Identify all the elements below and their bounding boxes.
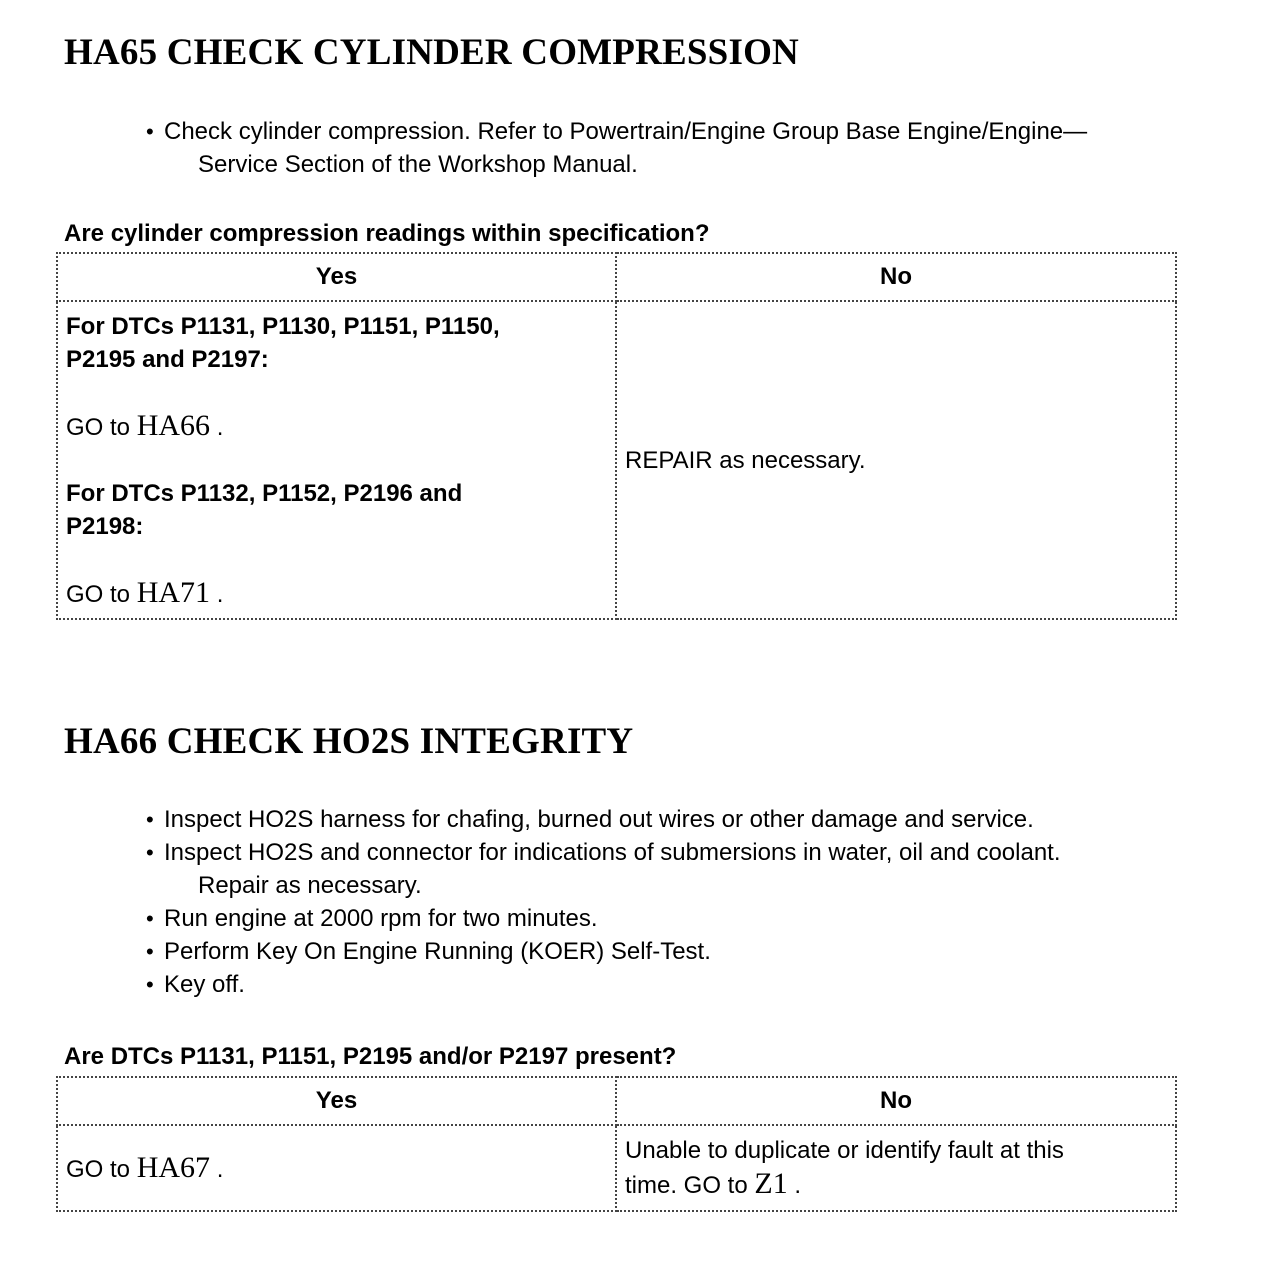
question-ha65: Are cylinder compression readings within specification? xyxy=(64,220,710,247)
no-cell: Unable to duplicate or identify fault at this time. GO to Z1 . xyxy=(616,1125,1176,1211)
yes-header: Yes xyxy=(57,1077,616,1125)
instruction-list-ha65 xyxy=(146,115,1087,181)
instruction-item: • Run engine at 2000 rpm for two minutes. xyxy=(146,902,1061,935)
instruction-item: • Check cylinder compression. Refer to Powertrain/Engine Group Base Engine/Engine— Service Section of the Workshop Manual. xyxy=(146,115,1087,181)
no-cell: REPAIR as necessary. xyxy=(616,301,1176,619)
goto-link-ha66[interactable]: HA66 xyxy=(136,408,211,442)
goto-link-ha67[interactable]: HA67 xyxy=(136,1150,211,1184)
yes-cell xyxy=(57,1125,616,1211)
bullet-icon: • xyxy=(146,939,154,964)
table-header-row xyxy=(57,1077,1176,1125)
instruction-item: • Key off. xyxy=(146,968,1061,1001)
goto-line: GO to HA66 . xyxy=(66,408,224,442)
bullet-icon: • xyxy=(146,807,154,832)
instruction-list-ha66 xyxy=(146,803,1061,1001)
goto-link-ha71[interactable]: HA71 xyxy=(136,575,211,609)
answer-table-ha65 xyxy=(56,252,1177,620)
table-row xyxy=(57,301,1176,619)
answer-table-ha66 xyxy=(56,1076,1177,1212)
bullet-icon: • xyxy=(146,119,154,144)
goto-line: GO to HA67 . xyxy=(66,1150,224,1184)
no-header: No xyxy=(616,253,1176,301)
instruction-item: • Inspect HO2S and connector for indications of submersions in water, oil and coolant. Repair as necessary. xyxy=(146,836,1061,902)
table-header-row xyxy=(57,253,1176,301)
instruction-item: • Inspect HO2S harness for chafing, burned out wires or other damage and service. xyxy=(146,803,1061,836)
instruction-item: • Perform Key On Engine Running (KOER) Self-Test. xyxy=(146,935,1061,968)
bullet-icon: • xyxy=(146,840,154,865)
no-header: No xyxy=(616,1077,1176,1125)
bullet-icon: • xyxy=(146,972,154,997)
section-title-ha65: HA65 CHECK CYLINDER COMPRESSION xyxy=(64,32,799,73)
question-ha66: Are DTCs P1131, P1151, P2195 and/or P2197 present? xyxy=(64,1043,677,1070)
bullet-icon: • xyxy=(146,906,154,931)
yes-header: Yes xyxy=(57,253,616,301)
section-title-ha66: HA66 CHECK HO2S INTEGRITY xyxy=(64,721,634,762)
table-row xyxy=(57,1125,1176,1211)
goto-line: GO to HA71 . xyxy=(66,575,224,609)
goto-link-z1[interactable]: Z1 xyxy=(754,1167,788,1200)
yes-cell: For DTCs P1131, P1130, P1151, P1150, P2195 and P2197: GO to HA66 . For DTCs P1132, P1152, P2196 and P2198: GO to HA71 . xyxy=(57,301,616,619)
